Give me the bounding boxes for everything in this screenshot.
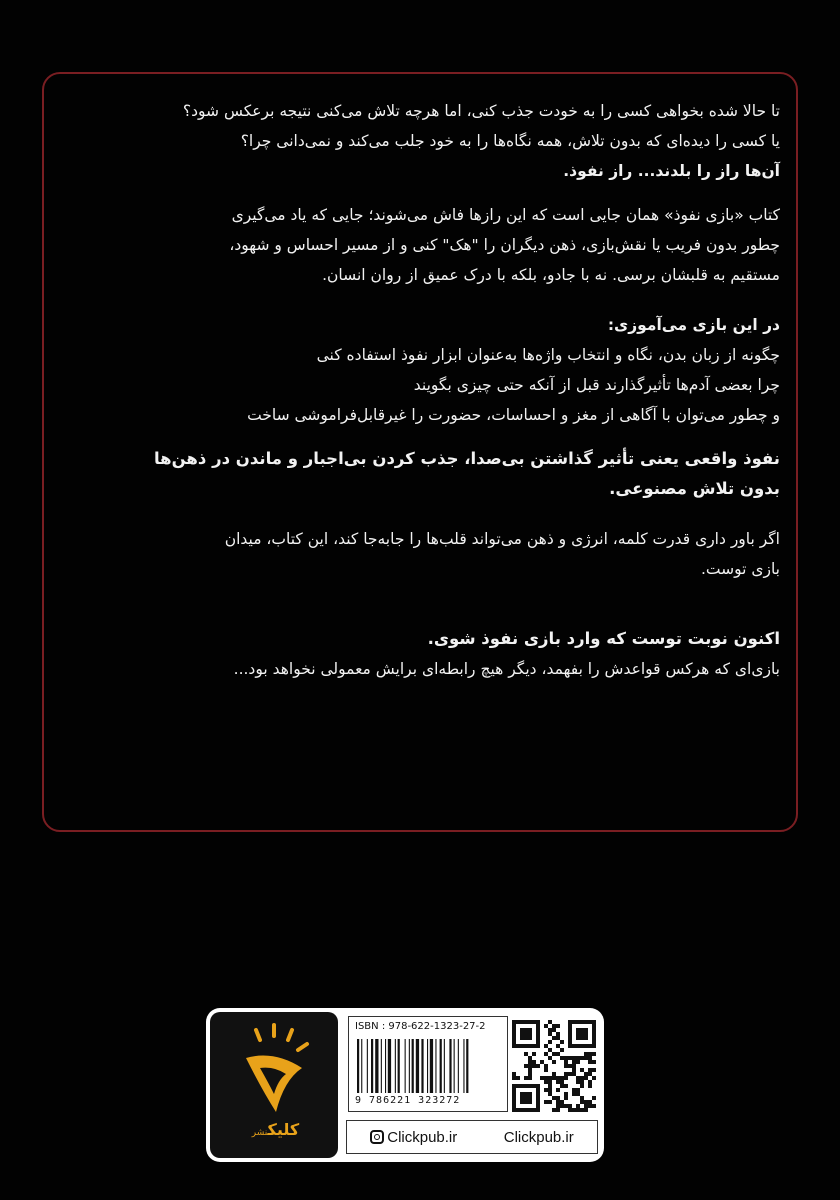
blurb	[64, 96, 780, 684]
blurb-line: چگونه از زبان بدن، نگاه و انتخاب واژه‌ها به‌عنوان ابزار نفوذ استفاده کنی	[316, 346, 780, 364]
publisher-logo-small: نشر	[251, 1128, 268, 1138]
publisher-logo-icon	[224, 1020, 324, 1130]
blurb-line: اگر باور داری قدرت کلمه، انرژی و ذهن می‌تواند قلب‌ها را جابه‌جا کند، این کتاب، میدان	[224, 530, 780, 548]
isbn-text: ISBN : 978-622-1323-27-2	[355, 1021, 486, 1032]
publisher-logo-text: کلیک	[267, 1120, 300, 1139]
instagram-handle: Clickpub.ir	[387, 1128, 458, 1146]
blurb-line: یا کسی را دیده‌ای که بدون تلاش، همه نگاه‌ها را به خود جلب می‌کند و نمی‌دانی چرا؟	[240, 132, 780, 150]
barcode-area	[348, 1016, 508, 1112]
blurb-line: کتاب «بازی نفوذ» همان جایی است که این رازها فاش می‌شوند؛ جایی که یاد می‌گیری	[231, 206, 780, 224]
blurb-tagline: آن‌ها راز را بلدند... راز نفوذ.	[563, 162, 780, 180]
blurb-line: بازی‌ای که هرکس قواعدش را بفهمد، دیگر هیچ رابطه‌ای برایش معمولی نخواهد بود...	[233, 660, 780, 678]
contact-row	[346, 1120, 598, 1154]
instagram-link[interactable]	[370, 1129, 457, 1146]
website-link[interactable]: Clickpub.ir	[503, 1128, 574, 1146]
blurb-heading: در این بازی می‌آموزی:	[607, 316, 780, 334]
blurb-emphasis: نفوذ واقعی یعنی تأثیر گذاشتن بی‌صدا، جذب کردن بی‌اجبار و ماندن در ذهن‌ها	[153, 449, 780, 468]
barcode-icon	[355, 1039, 501, 1093]
publisher-logo	[210, 1012, 338, 1158]
blurb-heading: اکنون نوبت توست که وارد بازی نفوذ شوی.	[427, 629, 780, 648]
qr-code-icon	[512, 1016, 596, 1112]
blurb-line: بازی توست.	[700, 560, 780, 578]
barcode-digits: 9 786221 323272	[355, 1095, 461, 1106]
blurb-line: چرا بعضی آدم‌ها تأثیرگذارند قبل از آنکه حتی چیزی بگویند	[413, 376, 780, 394]
blurb-emphasis: بدون تلاش مصنوعی.	[609, 479, 780, 498]
publisher-info-box	[206, 1008, 604, 1162]
blurb-line: و چطور می‌توان با آگاهی از مغز و احساسات، حضورت را غیرقابل‌فراموشی ساخت	[247, 406, 780, 424]
blurb-line: مستقیم به قلبشان برسی. نه با جادو، بلکه با درک عمیق از روان انسان.	[322, 266, 780, 284]
blurb-line: چطور بدون فریب یا نقش‌بازی، ذهن دیگران را "هک" کنی و از مسیر احساس و شهود،	[229, 236, 780, 254]
blurb-line: تا حالا شده بخواهی کسی را به خودت جذب کنی، اما هرچه تلاش می‌کنی نتیجه برعکس شود؟	[182, 102, 780, 120]
instagram-icon	[370, 1130, 384, 1144]
